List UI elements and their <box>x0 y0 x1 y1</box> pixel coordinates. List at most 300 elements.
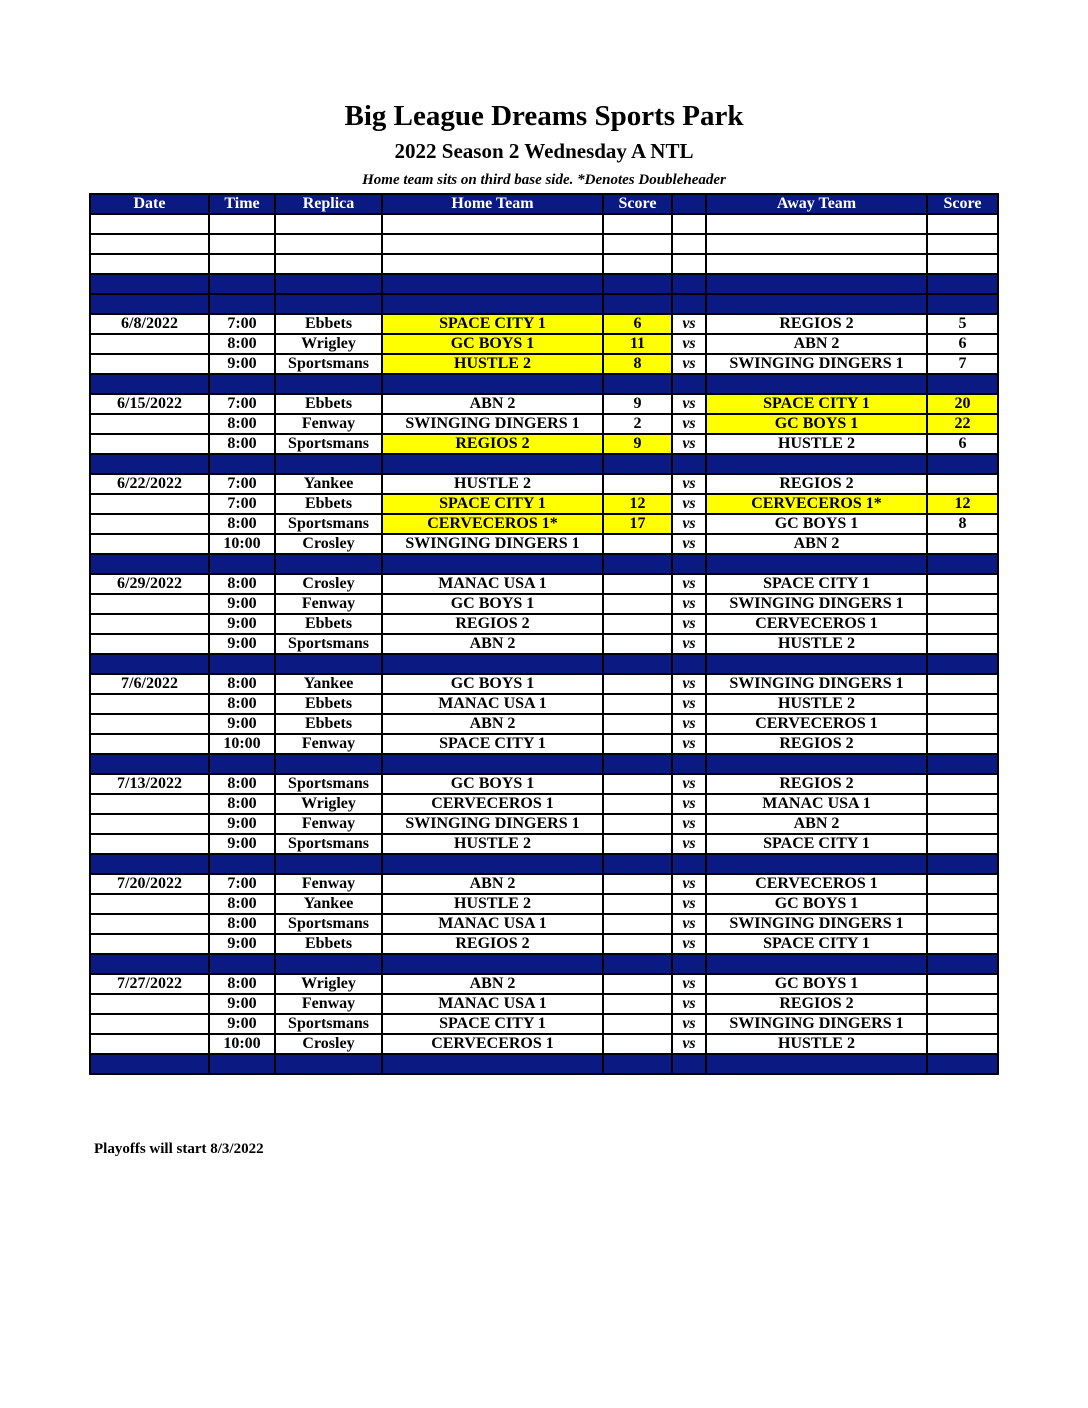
home-team: SPACE CITY 1 <box>382 734 603 754</box>
home-score <box>603 594 672 614</box>
away-score <box>927 834 998 854</box>
game-row <box>90 874 998 894</box>
home-score <box>603 1014 672 1034</box>
away-team: GC BOYS 1 <box>706 514 927 534</box>
separator-cell <box>603 654 672 674</box>
game-time: 9:00 <box>209 994 275 1014</box>
vs-label: vs <box>672 974 706 994</box>
home-score: 12 <box>603 494 672 514</box>
blank-cell <box>672 214 706 234</box>
separator-cell <box>603 754 672 774</box>
separator-cell <box>706 954 927 974</box>
home-team: GC BOYS 1 <box>382 594 603 614</box>
week-separator <box>90 374 998 394</box>
away-team: SWINGING DINGERS 1 <box>706 674 927 694</box>
vs-label: vs <box>672 334 706 354</box>
separator-cell <box>382 374 603 394</box>
separator-cell <box>275 1054 382 1074</box>
home-team: GC BOYS 1 <box>382 674 603 694</box>
vs-label: vs <box>672 394 706 414</box>
away-score: 22 <box>927 414 998 434</box>
away-team: SWINGING DINGERS 1 <box>706 1014 927 1034</box>
game-field: Ebbets <box>275 394 382 414</box>
vs-label: vs <box>672 474 706 494</box>
home-score <box>603 874 672 894</box>
blank-cell <box>603 254 672 274</box>
blank-cell <box>706 234 927 254</box>
home-score <box>603 974 672 994</box>
separator-cell <box>672 554 706 574</box>
game-field: Ebbets <box>275 694 382 714</box>
game-time: 9:00 <box>209 354 275 374</box>
game-row <box>90 894 998 914</box>
game-time: 9:00 <box>209 614 275 634</box>
game-time: 8:00 <box>209 434 275 454</box>
separator-cell <box>706 654 927 674</box>
separator-cell <box>706 1054 927 1074</box>
week-separator <box>90 1054 998 1074</box>
game-field: Fenway <box>275 994 382 1014</box>
home-score <box>603 934 672 954</box>
game-row <box>90 774 998 794</box>
home-team: HUSTLE 2 <box>382 474 603 494</box>
blank-cell <box>672 254 706 274</box>
week-separator <box>90 754 998 774</box>
separator-cell <box>382 954 603 974</box>
game-row <box>90 414 998 434</box>
separator-cell <box>382 294 603 314</box>
game-date <box>90 694 209 714</box>
home-team: SPACE CITY 1 <box>382 1014 603 1034</box>
game-date <box>90 434 209 454</box>
separator-cell <box>672 1054 706 1074</box>
home-team: SWINGING DINGERS 1 <box>382 814 603 834</box>
away-team: HUSTLE 2 <box>706 634 927 654</box>
away-team: ABN 2 <box>706 814 927 834</box>
game-field: Sportsmans <box>275 834 382 854</box>
separator-cell <box>672 954 706 974</box>
game-time: 9:00 <box>209 814 275 834</box>
game-field: Sportsmans <box>275 774 382 794</box>
separator-cell <box>706 754 927 774</box>
away-score <box>927 1014 998 1034</box>
game-time: 8:00 <box>209 414 275 434</box>
home-team: CERVECEROS 1 <box>382 1034 603 1054</box>
away-score <box>927 774 998 794</box>
game-time: 7:00 <box>209 314 275 334</box>
separator-cell <box>603 854 672 874</box>
game-date <box>90 914 209 934</box>
home-score <box>603 794 672 814</box>
blank-cell <box>209 214 275 234</box>
away-team: SPACE CITY 1 <box>706 834 927 854</box>
away-team: GC BOYS 1 <box>706 974 927 994</box>
game-date <box>90 1034 209 1054</box>
separator-cell <box>382 654 603 674</box>
game-time: 9:00 <box>209 934 275 954</box>
vs-label: vs <box>672 934 706 954</box>
game-row <box>90 394 998 414</box>
separator-cell <box>209 554 275 574</box>
col-header-time: Time <box>209 194 275 214</box>
game-date <box>90 814 209 834</box>
game-field: Fenway <box>275 414 382 434</box>
game-date <box>90 594 209 614</box>
game-row <box>90 834 998 854</box>
away-team: GC BOYS 1 <box>706 414 927 434</box>
vs-label: vs <box>672 794 706 814</box>
separator-cell <box>382 274 603 294</box>
game-field: Sportsmans <box>275 914 382 934</box>
game-time: 8:00 <box>209 914 275 934</box>
home-score: 9 <box>603 434 672 454</box>
home-team: MANAC USA 1 <box>382 994 603 1014</box>
game-date <box>90 494 209 514</box>
game-row <box>90 734 998 754</box>
game-field: Crosley <box>275 534 382 554</box>
away-score <box>927 614 998 634</box>
col-header-home-team: Home Team <box>382 194 603 214</box>
separator-cell <box>209 1054 275 1074</box>
away-score <box>927 714 998 734</box>
home-team: MANAC USA 1 <box>382 694 603 714</box>
game-time: 7:00 <box>209 874 275 894</box>
game-date <box>90 934 209 954</box>
game-field: Ebbets <box>275 614 382 634</box>
game-row <box>90 994 998 1014</box>
week-separator <box>90 654 998 674</box>
home-score <box>603 574 672 594</box>
game-row <box>90 614 998 634</box>
vs-label: vs <box>672 834 706 854</box>
away-team: HUSTLE 2 <box>706 694 927 714</box>
col-header-replica: Replica <box>275 194 382 214</box>
game-date <box>90 334 209 354</box>
home-team: HUSTLE 2 <box>382 834 603 854</box>
away-team: MANAC USA 1 <box>706 794 927 814</box>
game-field: Sportsmans <box>275 634 382 654</box>
game-field: Fenway <box>275 594 382 614</box>
away-score <box>927 594 998 614</box>
away-score <box>927 634 998 654</box>
home-team: ABN 2 <box>382 974 603 994</box>
away-team: SPACE CITY 1 <box>706 934 927 954</box>
separator-cell <box>672 854 706 874</box>
blank-cell <box>603 214 672 234</box>
game-field: Sportsmans <box>275 354 382 374</box>
week-separator <box>90 554 998 574</box>
separator-cell <box>90 754 209 774</box>
home-score: 17 <box>603 514 672 534</box>
game-time: 10:00 <box>209 534 275 554</box>
separator-cell <box>209 274 275 294</box>
game-date: 6/29/2022 <box>90 574 209 594</box>
home-team: SWINGING DINGERS 1 <box>382 534 603 554</box>
separator-cell <box>90 374 209 394</box>
game-field: Ebbets <box>275 714 382 734</box>
game-row <box>90 814 998 834</box>
game-field: Crosley <box>275 1034 382 1054</box>
game-date <box>90 1014 209 1034</box>
separator-cell <box>90 294 209 314</box>
separator-cell <box>209 654 275 674</box>
separator-cell <box>382 1054 603 1074</box>
game-field: Sportsmans <box>275 434 382 454</box>
game-date <box>90 734 209 754</box>
away-team: HUSTLE 2 <box>706 434 927 454</box>
separator-cell <box>209 294 275 314</box>
week-separator <box>90 954 998 974</box>
away-score: 20 <box>927 394 998 414</box>
game-time: 8:00 <box>209 334 275 354</box>
game-date: 7/27/2022 <box>90 974 209 994</box>
vs-label: vs <box>672 674 706 694</box>
blank-row <box>90 214 998 234</box>
game-field: Yankee <box>275 474 382 494</box>
game-time: 8:00 <box>209 894 275 914</box>
game-time: 9:00 <box>209 714 275 734</box>
away-score <box>927 734 998 754</box>
separator-cell <box>275 954 382 974</box>
separator-cell <box>927 854 998 874</box>
separator-cell <box>90 1054 209 1074</box>
game-field: Yankee <box>275 674 382 694</box>
blank-cell <box>603 234 672 254</box>
game-row <box>90 594 998 614</box>
vs-label: vs <box>672 894 706 914</box>
home-score <box>603 634 672 654</box>
away-team: SPACE CITY 1 <box>706 574 927 594</box>
home-score <box>603 1034 672 1054</box>
separator-cell <box>927 554 998 574</box>
vs-label: vs <box>672 354 706 374</box>
home-score: 2 <box>603 414 672 434</box>
game-date <box>90 994 209 1014</box>
vs-label: vs <box>672 994 706 1014</box>
away-score <box>927 474 998 494</box>
game-date: 6/8/2022 <box>90 314 209 334</box>
home-team: CERVECEROS 1* <box>382 514 603 534</box>
vs-label: vs <box>672 1034 706 1054</box>
separator-cell <box>927 374 998 394</box>
game-time: 9:00 <box>209 1014 275 1034</box>
separator-cell <box>603 294 672 314</box>
home-team: ABN 2 <box>382 394 603 414</box>
away-score <box>927 534 998 554</box>
separator-cell <box>382 854 603 874</box>
away-score <box>927 694 998 714</box>
col-header-home-score: Score <box>603 194 672 214</box>
home-team: REGIOS 2 <box>382 614 603 634</box>
home-score <box>603 814 672 834</box>
vs-label: vs <box>672 414 706 434</box>
game-field: Fenway <box>275 874 382 894</box>
game-time: 10:00 <box>209 734 275 754</box>
vs-label: vs <box>672 734 706 754</box>
game-row <box>90 974 998 994</box>
away-team: SPACE CITY 1 <box>706 394 927 414</box>
schedule-note: Home team sits on third base side. *Denotes Doubleheader <box>362 172 726 188</box>
separator-cell <box>209 754 275 774</box>
blank-cell <box>927 214 998 234</box>
home-score <box>603 474 672 494</box>
away-score: 5 <box>927 314 998 334</box>
home-team: SPACE CITY 1 <box>382 494 603 514</box>
game-date: 6/15/2022 <box>90 394 209 414</box>
game-time: 9:00 <box>209 594 275 614</box>
home-team: GC BOYS 1 <box>382 774 603 794</box>
game-date <box>90 534 209 554</box>
blank-row <box>90 254 998 274</box>
vs-label: vs <box>672 594 706 614</box>
game-row <box>90 914 998 934</box>
separator-cell <box>706 274 927 294</box>
away-score <box>927 814 998 834</box>
separator-cell <box>275 294 382 314</box>
separator-cell <box>275 654 382 674</box>
week-separator <box>90 294 998 314</box>
game-row <box>90 474 998 494</box>
separator-cell <box>90 454 209 474</box>
home-score: 11 <box>603 334 672 354</box>
vs-label: vs <box>672 614 706 634</box>
away-score <box>927 674 998 694</box>
away-team: ABN 2 <box>706 534 927 554</box>
home-team: ABN 2 <box>382 874 603 894</box>
game-date: 7/20/2022 <box>90 874 209 894</box>
separator-cell <box>209 954 275 974</box>
separator-cell <box>927 954 998 974</box>
game-row <box>90 1014 998 1034</box>
vs-label: vs <box>672 314 706 334</box>
game-row <box>90 934 998 954</box>
separator-cell <box>672 654 706 674</box>
game-date <box>90 894 209 914</box>
game-row <box>90 1034 998 1054</box>
blank-cell <box>382 254 603 274</box>
game-row <box>90 714 998 734</box>
separator-cell <box>672 294 706 314</box>
separator-cell <box>382 554 603 574</box>
separator-cell <box>275 374 382 394</box>
home-team: REGIOS 2 <box>382 934 603 954</box>
separator-cell <box>90 554 209 574</box>
separator-cell <box>603 274 672 294</box>
game-row <box>90 434 998 454</box>
col-header-away-team: Away Team <box>706 194 927 214</box>
away-team: REGIOS 2 <box>706 474 927 494</box>
game-date <box>90 634 209 654</box>
game-row <box>90 574 998 594</box>
game-field: Fenway <box>275 734 382 754</box>
home-team: SWINGING DINGERS 1 <box>382 414 603 434</box>
home-team: SPACE CITY 1 <box>382 314 603 334</box>
game-field: Ebbets <box>275 494 382 514</box>
home-team: HUSTLE 2 <box>382 354 603 374</box>
separator-cell <box>927 754 998 774</box>
separator-cell <box>672 454 706 474</box>
away-score <box>927 874 998 894</box>
separator-cell <box>927 654 998 674</box>
separator-cell <box>927 294 998 314</box>
header-row <box>90 194 998 214</box>
away-score <box>927 1034 998 1054</box>
game-row <box>90 694 998 714</box>
away-score: 7 <box>927 354 998 374</box>
home-team: MANAC USA 1 <box>382 914 603 934</box>
away-score <box>927 914 998 934</box>
home-team: ABN 2 <box>382 634 603 654</box>
vs-label: vs <box>672 494 706 514</box>
game-field: Wrigley <box>275 334 382 354</box>
game-date: 6/22/2022 <box>90 474 209 494</box>
separator-cell <box>90 854 209 874</box>
vs-label: vs <box>672 774 706 794</box>
home-score <box>603 714 672 734</box>
home-team: CERVECEROS 1 <box>382 794 603 814</box>
away-team: REGIOS 2 <box>706 314 927 334</box>
vs-label: vs <box>672 434 706 454</box>
blank-cell <box>927 234 998 254</box>
game-field: Sportsmans <box>275 514 382 534</box>
blank-cell <box>275 234 382 254</box>
home-score: 8 <box>603 354 672 374</box>
away-team: CERVECEROS 1* <box>706 494 927 514</box>
game-field: Wrigley <box>275 974 382 994</box>
col-header-date: Date <box>90 194 209 214</box>
game-date <box>90 714 209 734</box>
game-time: 8:00 <box>209 674 275 694</box>
blank-cell <box>706 214 927 234</box>
separator-cell <box>603 554 672 574</box>
blank-cell <box>275 254 382 274</box>
away-team: HUSTLE 2 <box>706 1034 927 1054</box>
home-team: HUSTLE 2 <box>382 894 603 914</box>
away-team: CERVECEROS 1 <box>706 714 927 734</box>
home-score <box>603 894 672 914</box>
away-score <box>927 934 998 954</box>
away-team: ABN 2 <box>706 334 927 354</box>
away-team: REGIOS 2 <box>706 734 927 754</box>
away-score <box>927 994 998 1014</box>
vs-label: vs <box>672 514 706 534</box>
game-row <box>90 514 998 534</box>
game-row <box>90 634 998 654</box>
vs-label: vs <box>672 634 706 654</box>
game-field: Ebbets <box>275 934 382 954</box>
game-time: 7:00 <box>209 394 275 414</box>
blank-cell <box>275 214 382 234</box>
separator-cell <box>603 454 672 474</box>
game-time: 10:00 <box>209 1034 275 1054</box>
separator-cell <box>209 854 275 874</box>
away-team: SWINGING DINGERS 1 <box>706 914 927 934</box>
separator-cell <box>706 454 927 474</box>
separator-cell <box>209 454 275 474</box>
separator-cell <box>927 1054 998 1074</box>
home-team: ABN 2 <box>382 714 603 734</box>
separator-cell <box>275 274 382 294</box>
game-time: 8:00 <box>209 974 275 994</box>
week-separator <box>90 274 998 294</box>
away-team: GC BOYS 1 <box>706 894 927 914</box>
game-row <box>90 314 998 334</box>
game-date <box>90 794 209 814</box>
away-score: 12 <box>927 494 998 514</box>
away-team: CERVECEROS 1 <box>706 614 927 634</box>
separator-cell <box>927 454 998 474</box>
away-score <box>927 794 998 814</box>
